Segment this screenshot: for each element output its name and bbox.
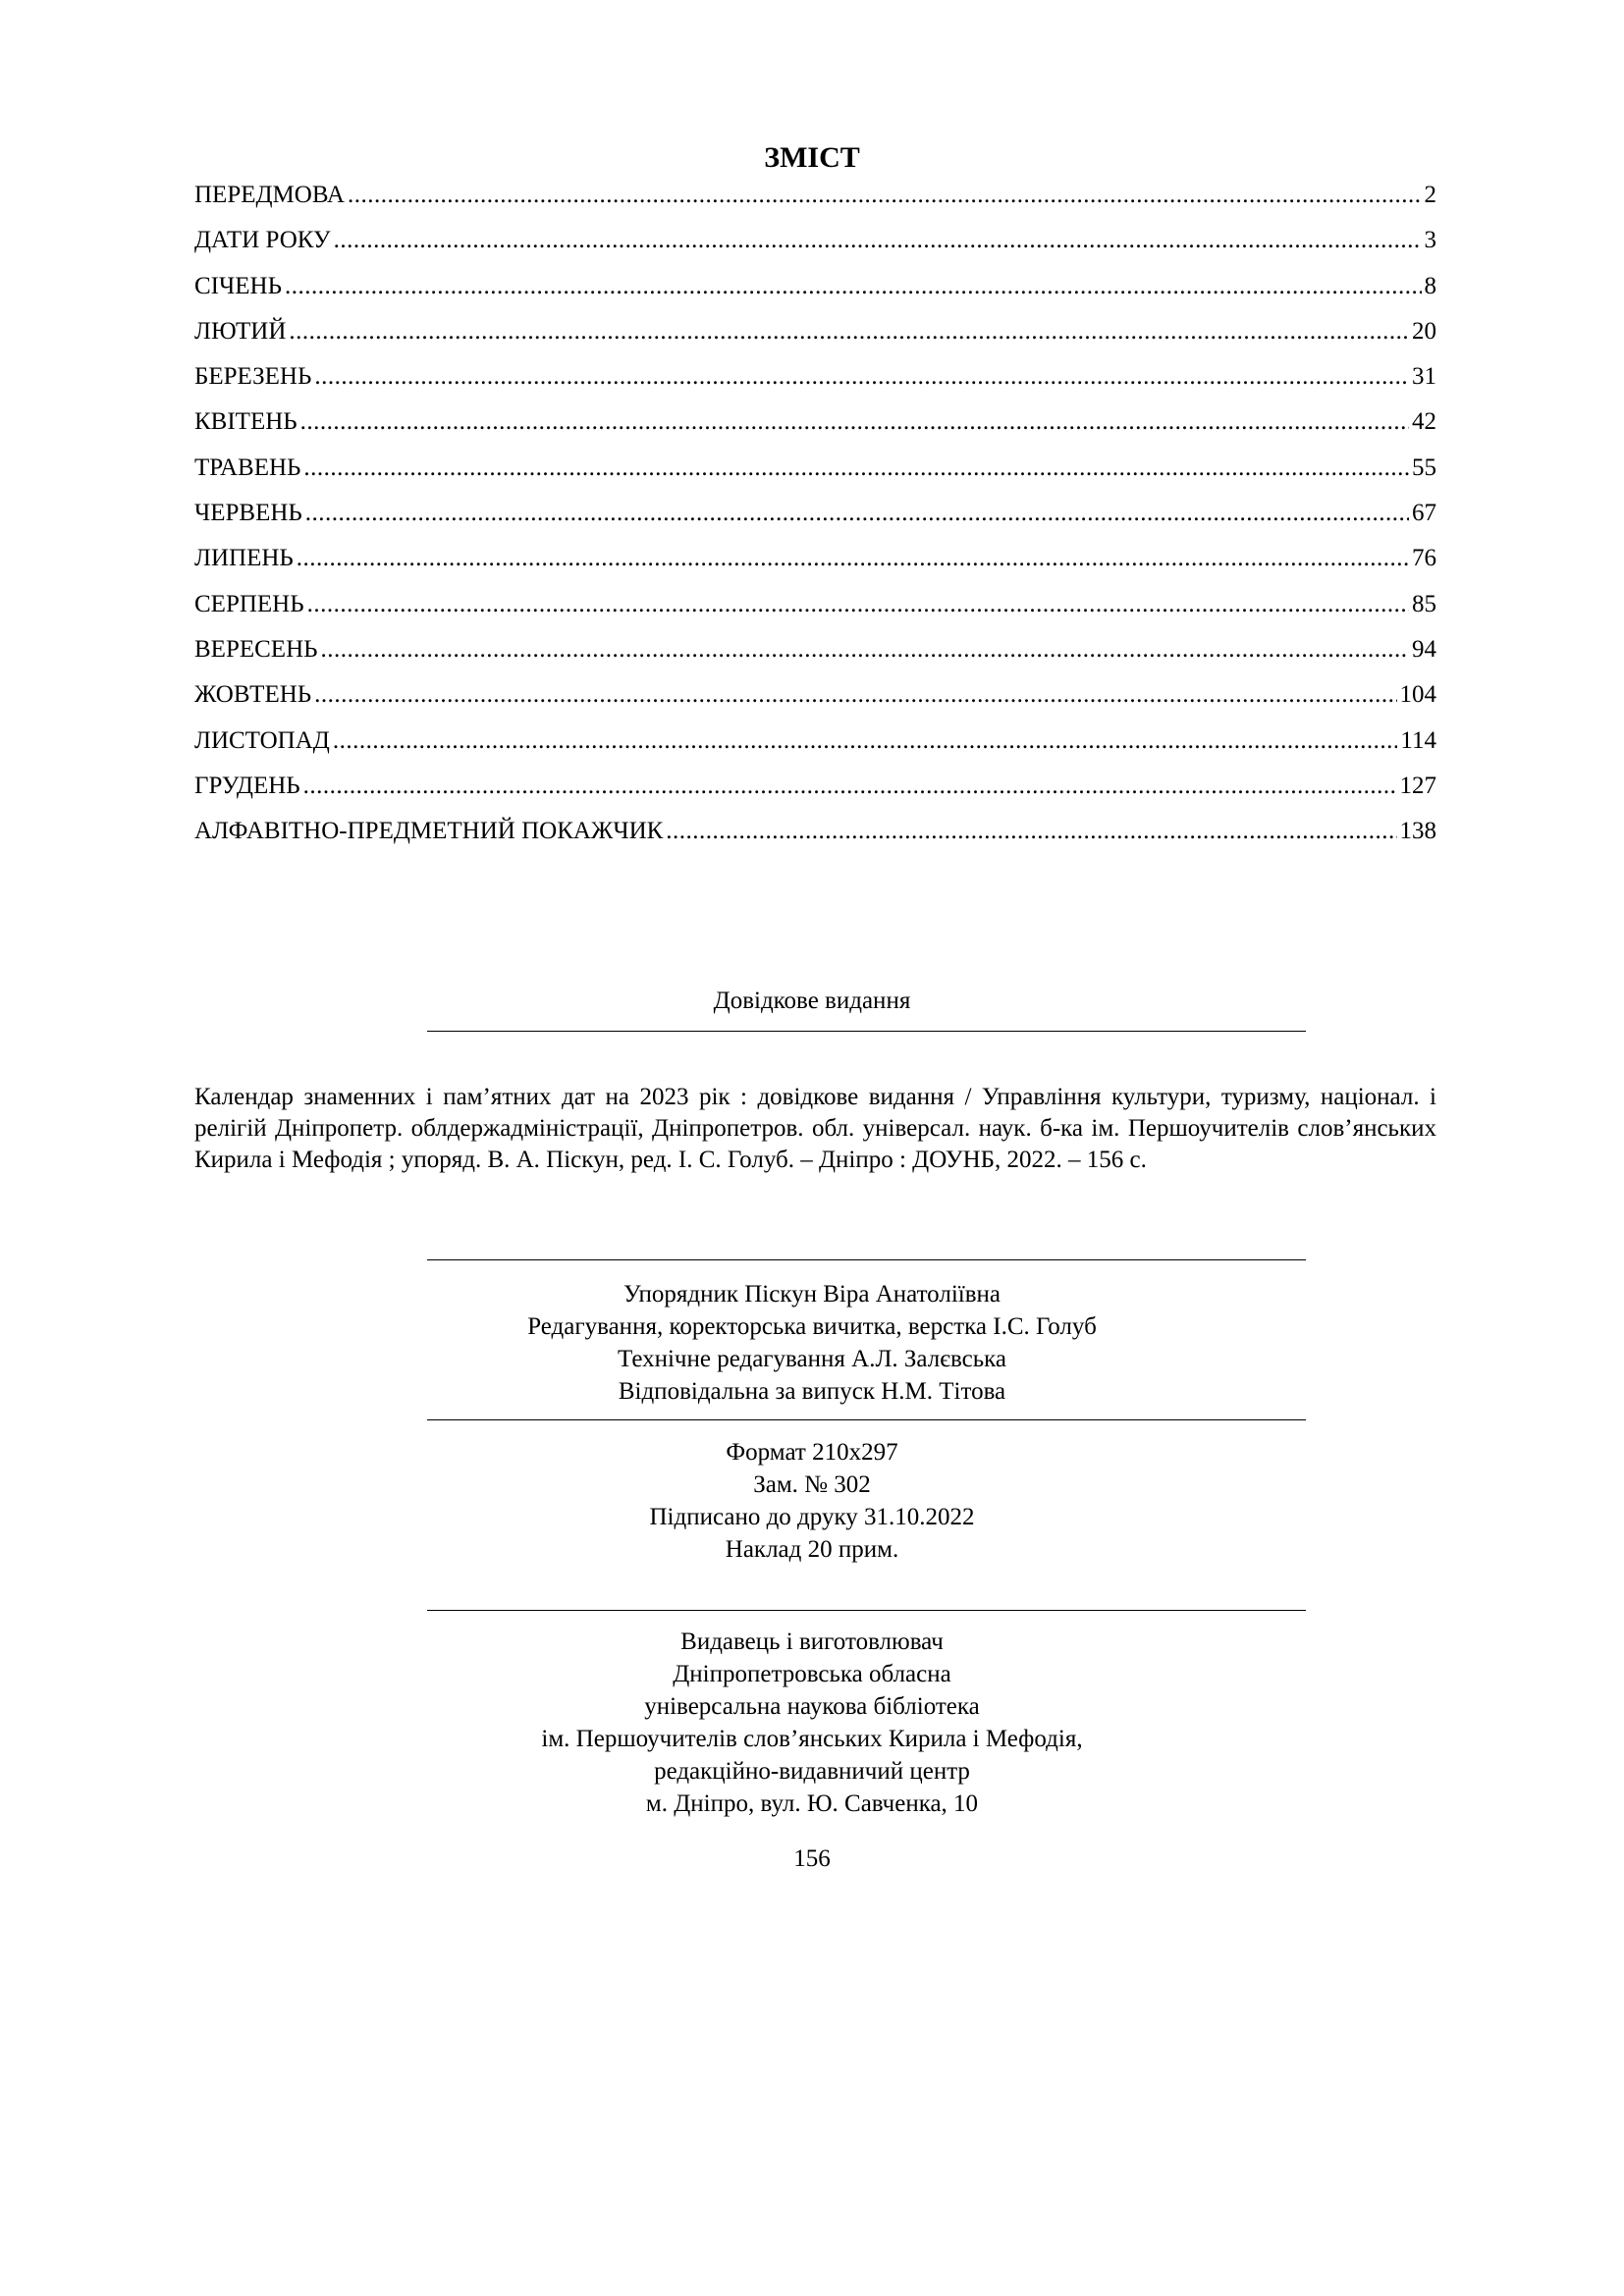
toc-entry-label: ПЕРЕДМОВА	[194, 182, 345, 208]
toc-leader-dots	[285, 264, 1422, 309]
toc-entry-label: ДАТИ РОКУ	[194, 227, 331, 254]
divider-line	[427, 1419, 1306, 1420]
toc-entry-label: ЧЕРВЕНЬ	[194, 500, 302, 527]
toc-entry-page: 138	[1399, 818, 1436, 845]
toc-entry-page: 127	[1399, 772, 1436, 799]
toc-entry-page: 114	[1400, 726, 1436, 754]
toc-entry-page: 20	[1412, 317, 1436, 345]
toc-leader-dots	[297, 536, 1409, 581]
spec-line: Наклад 20 прим.	[725, 1536, 899, 1563]
toc-entry-page: 8	[1424, 272, 1436, 299]
toc-entry	[194, 672, 1436, 718]
toc-entry-label: ТРАВЕНЬ	[194, 454, 301, 481]
toc-leader-dots	[289, 309, 1409, 354]
toc-entry	[194, 582, 1436, 627]
table-of-contents	[194, 173, 1436, 854]
spec-line: Зам. № 302	[753, 1471, 871, 1498]
credit-line: Технічне редагування А.Л. Залєвська	[618, 1346, 1006, 1372]
publisher-line: м. Дніпро, вул. Ю. Савченка, 10	[645, 1790, 979, 1817]
toc-entry-label: АЛФАВІТНО-ПРЕДМЕТНИЙ ПОКАЖЧИК	[194, 818, 664, 845]
publisher-line: універсальна наукова бібліотека	[644, 1693, 980, 1720]
spec-line: Формат 210х297	[726, 1439, 898, 1466]
toc-entry-label: ЛЮТИЙ	[194, 317, 287, 345]
toc-entry	[194, 446, 1436, 491]
toc-entry-label: ГРУДЕНЬ	[194, 772, 300, 799]
toc-leader-dots	[314, 354, 1409, 400]
toc-leader-dots	[303, 764, 1397, 809]
toc-entry-page: 85	[1412, 590, 1436, 617]
credits-block	[0, 1278, 1624, 1408]
toc-entry	[194, 491, 1436, 536]
toc-leader-dots	[307, 582, 1409, 627]
credit-line: Відповідальна за випуск Н.М. Тітова	[618, 1378, 1006, 1405]
bibliographic-description: Календар знаменних і пам’ятних дат на 2023 рік : довідкове видання / Управління культури, туризму, націонал. і релігій Дніпропетр. облдержадміністрації, Дніпропетров. обл. універсал. наук. б-ка ім. Першоучителів слов’янських Кирила і Мефодія ; упоряд. В. А. Піскун, ред. І. С. Голуб. – Дніпро : ДОУНБ, 2022. – 156 с.	[194, 1084, 1436, 1173]
toc-entry	[194, 536, 1436, 581]
toc-entry-page: 104	[1399, 681, 1436, 709]
toc-entry	[194, 354, 1436, 400]
toc-entry-label: СІЧЕНЬ	[194, 272, 282, 299]
toc-entry-page: 94	[1412, 635, 1436, 663]
toc-leader-dots	[314, 672, 1396, 718]
toc-entry	[194, 218, 1436, 263]
toc-entry	[194, 173, 1436, 218]
toc-entry	[194, 309, 1436, 354]
toc-entry-page: 2	[1424, 182, 1436, 208]
toc-entry-label: СЕРПЕНЬ	[194, 590, 304, 617]
toc-leader-dots	[348, 173, 1422, 218]
toc-leader-dots	[305, 491, 1409, 536]
toc-entry-label: ВЕРЕСЕНЬ	[194, 635, 318, 663]
toc-entry-page: 76	[1412, 545, 1436, 572]
publisher-line: редакційно-видавничий центр	[654, 1758, 970, 1785]
credit-line: Упорядник Піскун Віра Анатоліївна	[623, 1281, 1001, 1308]
publisher-line: Видавець і виготовлювач	[680, 1629, 944, 1655]
toc-leader-dots	[666, 809, 1396, 854]
publisher-line: ім. Першоучителів слов’янських Кирила і Мефодія,	[541, 1726, 1083, 1752]
toc-entry-page: 42	[1412, 408, 1436, 436]
toc-entry-label: ЛИПЕНЬ	[194, 545, 294, 572]
toc-entry-page: 55	[1412, 454, 1436, 481]
toc-entry-page: 31	[1412, 363, 1436, 391]
divider-line	[427, 1031, 1306, 1032]
specs-block	[0, 1436, 1624, 1566]
toc-title: ЗМІСТ	[764, 141, 860, 174]
toc-entry	[194, 809, 1436, 854]
toc-leader-dots	[300, 400, 1409, 445]
toc-entry-label: БЕРЕЗЕНЬ	[194, 363, 312, 391]
toc-entry	[194, 400, 1436, 445]
toc-entry	[194, 264, 1436, 309]
toc-entry	[194, 764, 1436, 809]
toc-entry-label: КВІТЕНЬ	[194, 408, 298, 436]
toc-entry-page: 67	[1412, 500, 1436, 527]
toc-entry	[194, 719, 1436, 764]
toc-leader-dots	[333, 719, 1398, 764]
edition-type: Довідкове видання	[713, 988, 911, 1014]
publisher-line: Дніпропетровська обласна	[673, 1661, 951, 1687]
toc-entry-label: ЛИСТОПАД	[194, 726, 330, 754]
toc-entry-page: 3	[1424, 227, 1436, 254]
publisher-block	[0, 1626, 1624, 1820]
divider-line	[427, 1610, 1306, 1611]
toc-leader-dots	[303, 446, 1409, 491]
spec-line: Підписано до друку 31.10.2022	[649, 1504, 975, 1530]
toc-leader-dots	[334, 218, 1422, 263]
toc-entry	[194, 627, 1436, 672]
toc-entry-label: ЖОВТЕНЬ	[194, 681, 312, 709]
divider-line	[427, 1259, 1306, 1260]
credit-line: Редагування, коректорська вичитка, верстка І.С. Голуб	[527, 1313, 1097, 1340]
toc-leader-dots	[320, 627, 1409, 672]
page-number: 156	[793, 1845, 831, 1872]
